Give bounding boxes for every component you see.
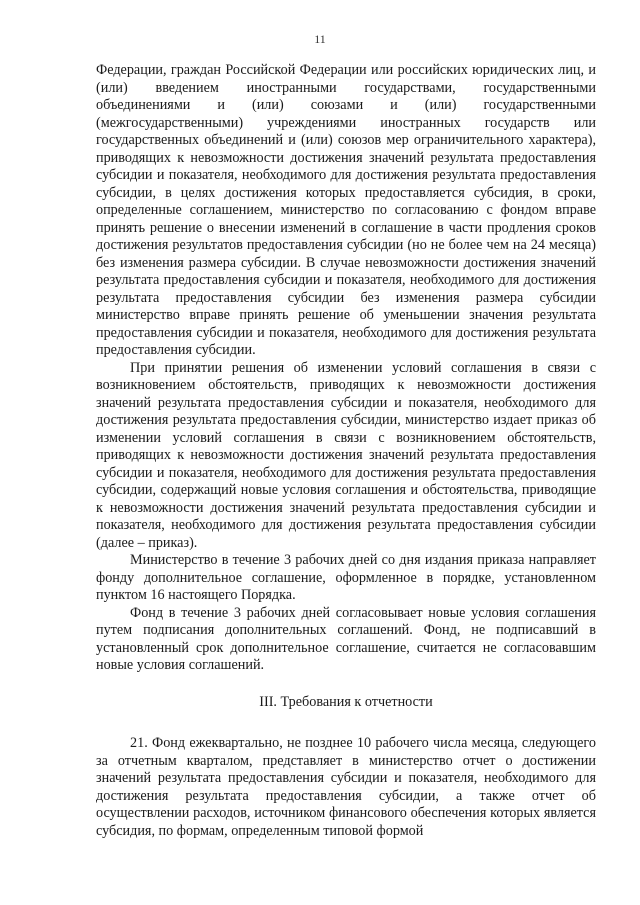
paragraph-clause-21: 21. Фонд ежеквартально, не позднее 10 рабочего числа месяца, следующего за отчетным кварталом, представляет в министерство отчет о достижении значений результата предоставления субсидии и показателя, необходимого для достижения результата предоставления субсидии, а также отчет об осуществлении расходов, источником финансового обеспечения которых является субсидия, по формам, определенным типовой формой [96, 735, 596, 839]
paragraph-fund-agreement: Фонд в течение 3 рабочих дней согласовывает новые условия соглашения путем подписания дополнительных соглашений. Фонд, не подписавший в установленный срок дополнительное соглашение, считается не согласовавшим новые условия соглашений. [96, 604, 596, 673]
section-heading: III. Требования к отчетности [259, 693, 433, 710]
paragraph-continuation: Федерации, граждан Российской Федерации или российских юридических лиц, и (или) введением иностранными государствами, государственными объединениями и (или) союзами и (или) государственными (межгосударственными) учреждениями иностранных государств или государственных объединений и (или) союзов мер ограничительного характера), приводящих к невозможности достижения значений результата предоставления субсидии и показателя, необходимого для достижения результата предоставления субсидии, в целях достижения которых предоставляется субсидия, в сроки, определенные соглашением, министерство по согласованию с фондом вправе принять решение о внесении изменений в соглашение в части продления сроков достижения результатов предоставления субсидии (но не более чем на 24 месяца) без изменения размера субсидии. В случае невозможности достижения значений результата предоставления субсидии и показателя, необходимого для достижения результата предоставления субсидии без изменения размера субсидии министерство вправе принять решение об уменьшении значения результата предоставления субсидии и показателя, необходимого для достижения результата предоставления субсидии. [96, 62, 596, 358]
page-number: 11 [314, 32, 326, 46]
paragraph-order-decision: При принятии решения об изменении условий соглашения в связи с возникновением обстоятельств, приводящих к невозможности достижения значений результата предоставления субсидии и показателя, необходимого для достижения результата предоставления субсидии, министерство издает приказ об изменении условий соглашения в связи с возникновением обстоятельств, приводящих к невозможности достижения значений результата предоставления субсидии и показателя, необходимого для достижения результата предоставления субсидии, содержащий новые условия соглашения и обстоятельства, приводящие к невозможности достижения значений результата предоставления субсидии и показателя, необходимого для достижения результата предоставления субсидии (далее – приказ). [96, 359, 596, 551]
paragraph-ministry-notice: Министерство в течение 3 рабочих дней со дня издания приказа направляет фонду дополнительное соглашение, оформленное в порядке, установленном пунктом 16 настоящего Порядка. [96, 552, 596, 603]
document-body [96, 62, 596, 840]
